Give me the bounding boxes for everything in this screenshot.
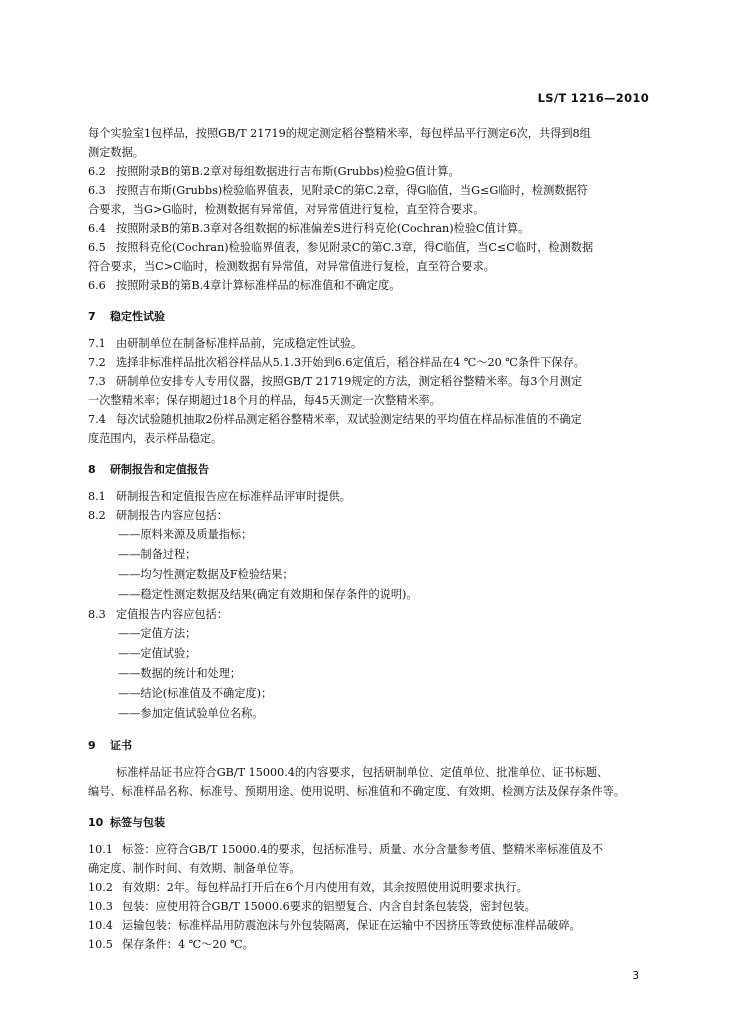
clause-8-2 — [88, 506, 656, 525]
section-number: 8 — [88, 463, 96, 476]
clause-text: 标签：应符合GB/T 15000.4的要求，包括标准号、质量、水分含量参考值、整精米率标准值及不 — [122, 843, 603, 856]
clause-7-2 — [88, 353, 656, 372]
clause-text: 按照附录B的第B.3章对各组数据的标准偏差S进行科克伦(Cochran)检验C值计算。 — [116, 222, 530, 235]
list-item: ——定值试验； — [118, 647, 197, 660]
section-title: 标签与包装 — [110, 816, 165, 829]
clause-number: 10.3 — [88, 900, 113, 913]
clause-6-2 — [88, 162, 656, 181]
list-item: ——稳定性测定数据及结果(确定有效期和保存条件的说明)。 — [118, 588, 418, 601]
clause-number: 8.3 — [88, 608, 106, 621]
clause-text: 运输包装：标准样品用防震泡沫与外包装隔离，保证在运输中不因挤压等致使标准样品破碎。 — [122, 919, 581, 932]
clause-number: 10.1 — [88, 843, 113, 856]
clause-text: 定值报告内容应包括： — [116, 608, 228, 621]
clause-text: 保存条件：4 ℃～20 ℃。 — [122, 938, 254, 951]
clause-number: 6.2 — [88, 165, 106, 178]
clause-number: 8.1 — [88, 490, 106, 503]
document-body — [88, 124, 656, 954]
list-item: ——定值方法； — [118, 627, 197, 640]
clause-number: 6.3 — [88, 184, 106, 197]
paragraph: 每个实验室1包样品，按照GB/T 21719的规定测定稻谷整精米率，每包样品平行测定6次，共得到8组 — [88, 127, 591, 140]
section-title: 研制报告和定值报告 — [110, 463, 209, 476]
list-item: ——均匀性测定数据及F检验结果； — [118, 568, 294, 581]
list-item: ——参加定值试验单位名称。 — [118, 707, 264, 720]
list-item: ——制备过程； — [118, 548, 197, 561]
clause-10-3 — [88, 897, 656, 916]
clause-text: 按照吉布斯(Grubbs)检验临界值表，见附录C的第C.2章，得G临值，当G≤G临时，检测数据符 — [116, 184, 588, 197]
clause-6-6 — [88, 276, 656, 295]
document-code: LS/T 1216—2010 — [537, 91, 649, 105]
clause-7-3 — [88, 372, 656, 391]
clause-number: 7.1 — [88, 337, 106, 350]
section-heading-10 — [88, 813, 656, 832]
section-title: 稳定性试验 — [110, 310, 165, 323]
clause-10-1 — [88, 840, 656, 859]
paragraph: 测定数据。 — [88, 146, 144, 159]
clause-text: 研制报告内容应包括： — [116, 509, 228, 522]
section-heading-9 — [88, 736, 656, 755]
clause-text: 每次试验随机抽取2份样品测定稻谷整精米率，双试验测定结果的平均值在样品标准值的不确定 — [116, 413, 582, 426]
list-item: ——结论(标准值及不确定度)； — [118, 687, 273, 700]
clause-8-3 — [88, 605, 656, 624]
clause-6-5 — [88, 238, 656, 257]
clause-number: 6.4 — [88, 222, 106, 235]
clause-10-4 — [88, 916, 656, 935]
page-number: 3 — [632, 970, 639, 982]
clause-number: 10.5 — [88, 938, 113, 951]
clause-text: 按照附录B的第B.2章对每组数据进行吉布斯(Grubbs)检验G值计算。 — [116, 165, 460, 178]
clause-text: 有效期：2年。每包样品打开后在6个月内使用有效，其余按照使用说明要求执行。 — [122, 881, 528, 894]
clause-7-4 — [88, 410, 656, 429]
section-heading-7 — [88, 307, 656, 326]
section-number: 7 — [88, 310, 96, 323]
clause-continuation: 度范围内，表示样品稳定。 — [88, 432, 223, 445]
clause-10-5 — [88, 935, 656, 954]
clause-continuation: 合要求，当G>G临时，检测数据有异常值，对异常值进行复检，直至符合要求。 — [88, 203, 485, 216]
clause-7-1 — [88, 334, 656, 353]
clause-6-3 — [88, 181, 656, 200]
clause-6-4 — [88, 219, 656, 238]
clause-number: 7.2 — [88, 356, 106, 369]
clause-text: 包装：应使用符合GB/T 15000.6要求的铝塑复合、内含自封条包装袋，密封包装。 — [122, 900, 536, 913]
clause-number: 10.4 — [88, 919, 113, 932]
section-number: 9 — [88, 739, 96, 752]
clause-text: 研制报告和定值报告应在标准样品评审时提供。 — [116, 490, 351, 503]
clause-text: 研制单位安排专人专用仪器，按照GB/T 21719规定的方法，测定稻谷整精米率。每3个月测定 — [116, 375, 583, 388]
clause-continuation: 一次整精米率；保存期超过18个月的样品，每45天测定一次整精米率。 — [88, 394, 441, 407]
section-heading-8 — [88, 460, 656, 479]
clause-number: 6.6 — [88, 279, 106, 292]
clause-text: 按照科克伦(Cochran)检验临界值表，参见附录C的第C.3章，得C临值，当C≤C临时，检测数据 — [116, 241, 594, 254]
clause-text: 选择非标准样品批次稻谷样品从5.1.3开始到6.6定值后，稻谷样品在4 ℃～20 ℃条件下保存。 — [116, 356, 585, 369]
clause-continuation: 符合要求，当C>C临时，检测数据有异常值，对异常值进行复检，直至符合要求。 — [88, 260, 495, 273]
clause-number: 10.2 — [88, 881, 113, 894]
clause-text: 按照附录B的第B.4章计算标准样品的标准值和不确定度。 — [116, 279, 401, 292]
list-item: ——数据的统计和处理； — [118, 667, 242, 680]
clause-8-1 — [88, 487, 656, 506]
section-number: 10 — [88, 816, 104, 829]
clause-number: 6.5 — [88, 241, 106, 254]
clause-number: 8.2 — [88, 509, 106, 522]
paragraph: 编号、标准样品名称、标准号、预期用途、使用说明、标准值和不确定度、有效期、检测方法及保存条件等。 — [88, 785, 626, 798]
clause-text: 由研制单位在制备标准样品前，完成稳定性试验。 — [116, 337, 363, 350]
clause-continuation: 确定度、制作时间、有效期、制备单位等。 — [88, 862, 301, 875]
clause-10-2 — [88, 878, 656, 897]
clause-number: 7.3 — [88, 375, 106, 388]
paragraph: 标准样品证书应符合GB/T 15000.4的内容要求，包括研制单位、定值单位、批准单位、证书标题、 — [116, 766, 609, 779]
list-item: ——原料来源及质量指标； — [118, 528, 253, 541]
section-title: 证书 — [110, 739, 132, 752]
clause-number: 7.4 — [88, 413, 106, 426]
